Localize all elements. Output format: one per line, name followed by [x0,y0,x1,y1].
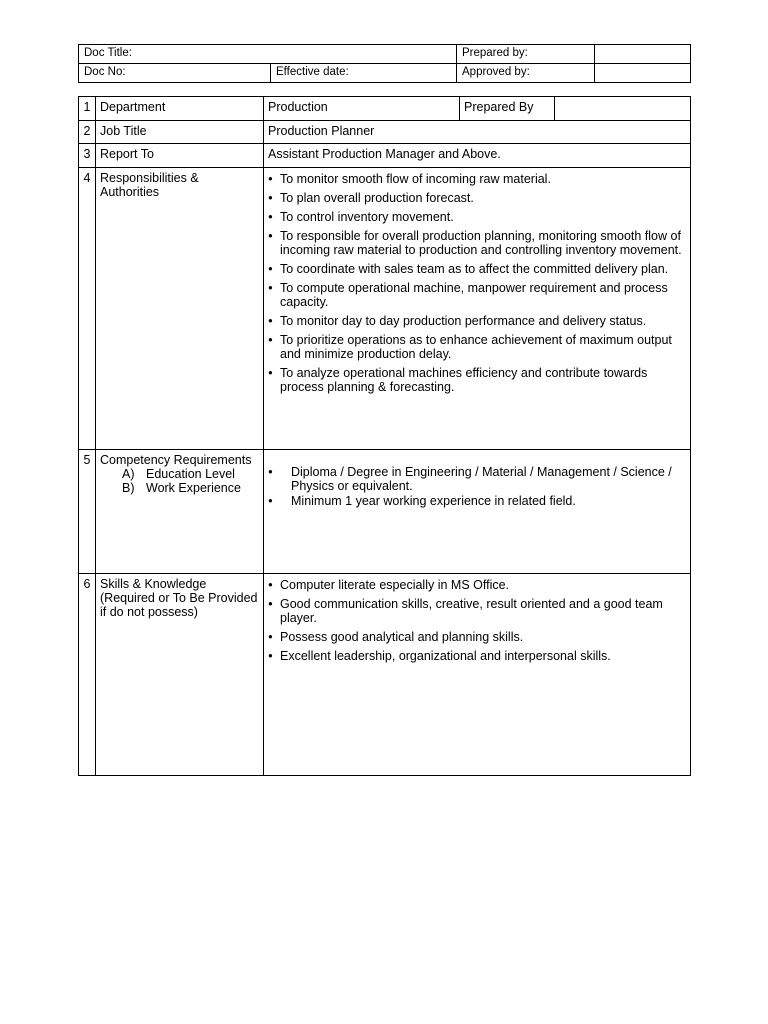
list-item [122,467,259,481]
approved-by-value [595,64,691,83]
list-item-text: Education Level [146,467,235,481]
table-row [79,168,691,450]
job-title-value: Production Planner [264,121,691,144]
row-number: 3 [79,144,96,168]
list-item: ● Possess good analytical and planning skills. [268,630,686,644]
competency-sublist [100,467,259,495]
list-marker: A) [122,467,135,481]
row-number: 5 [79,450,96,574]
job-description-table [78,96,691,776]
responsibilities-cell [264,168,691,450]
effective-date-label: Effective date: [271,64,457,83]
competency-cell [264,450,691,574]
list-item: ● To monitor smooth flow of incoming raw material. [268,172,686,186]
list-item: ● To compute operational machine, manpower requirement and process capacity. [268,281,686,309]
list-item: ● Excellent leadership, organizational and interpersonal skills. [268,649,686,663]
table-row [79,574,691,776]
row-number: 6 [79,574,96,776]
responsibilities-list [268,172,686,394]
report-to-label: Report To [96,144,264,168]
department-value: Production [264,97,460,121]
prepared-by-value [595,45,691,64]
list-item: ● Minimum 1 year working experience in related field. [268,494,686,508]
list-item: ● To control inventory movement. [268,210,686,224]
prepared-by-label: Prepared By [460,97,555,121]
table-row [79,144,691,168]
row-number: 1 [79,97,96,121]
list-item [122,481,259,495]
skills-label: Skills & Knowledge (Required or To Be Provided if do not possess) [96,574,264,776]
doc-no-label: Doc No: [79,64,271,83]
competency-list [268,465,686,508]
list-marker: B) [122,481,135,495]
skills-list [268,578,686,663]
table-row [79,97,691,121]
row-number: 4 [79,168,96,450]
doc-title-label: Doc Title: [79,45,457,64]
table-row [79,121,691,144]
list-item: ● To prioritize operations as to enhance achievement of maximum output and minimize production delay. [268,333,686,361]
document-header-table [78,44,691,83]
prepared-by-value [555,97,691,121]
skills-cell [264,574,691,776]
list-item: ● Good communication skills, creative, result oriented and a good team player. [268,597,686,625]
list-item: ● To responsible for overall production planning, monitoring smooth flow of incoming raw material to production and controlling inventory movement. [268,229,686,257]
report-to-value: Assistant Production Manager and Above. [264,144,691,168]
approved-by-label: Approved by: [457,64,595,83]
list-item: ● To analyze operational machines efficiency and contribute towards process planning & forecasting. [268,366,686,394]
list-item: ● To plan overall production forecast. [268,191,686,205]
competency-label-cell [96,450,264,574]
job-title-label: Job Title [96,121,264,144]
list-item: ● Computer literate especially in MS Office. [268,578,686,592]
list-item: ● To coordinate with sales team as to affect the committed delivery plan. [268,262,686,276]
list-item: ● Diploma / Degree in Engineering / Material / Management / Science / Physics or equivalent. [268,465,686,493]
prepared-by-label: Prepared by: [457,45,595,64]
row-number: 2 [79,121,96,144]
list-item: ● To monitor day to day production performance and delivery status. [268,314,686,328]
department-label: Department [96,97,264,121]
responsibilities-label: Responsibilities & Authorities [96,168,264,450]
table-row [79,450,691,574]
competency-label: Competency Requirements [100,453,252,467]
list-item-text: Work Experience [146,481,241,495]
